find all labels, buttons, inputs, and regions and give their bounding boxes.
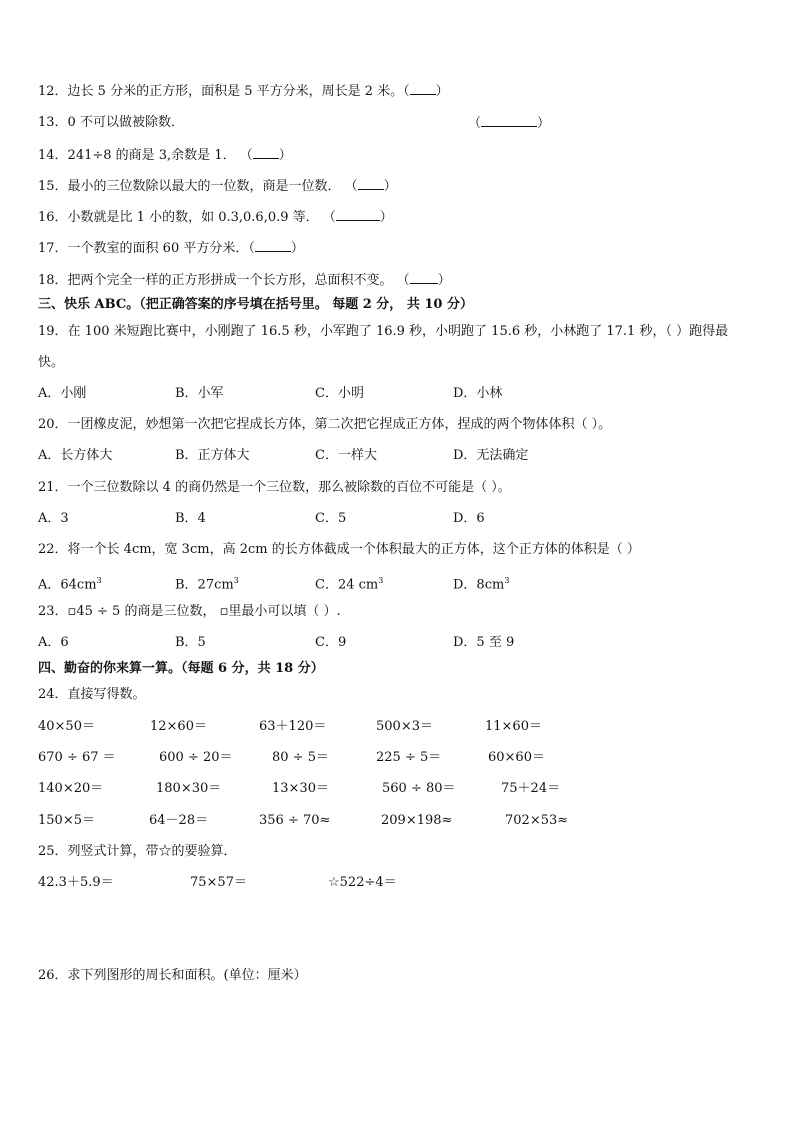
calc-r4-c3: 356 ÷ 70≈ (259, 813, 331, 828)
q22-option-d[interactable] (453, 572, 509, 594)
q23-option-d[interactable]: D．5 至 9 (453, 635, 515, 650)
question-13-answer: （ ） (468, 116, 551, 131)
q23-option-b[interactable]: B．5 (175, 635, 206, 650)
question-14 (38, 146, 292, 165)
question-14-text: 14．241÷8 的商是 3,余数是 1． （ (38, 148, 253, 163)
question-23: 23．▫45 ÷ 5 的商是三位数， ▫里最小可以填（ ）. (38, 604, 341, 619)
calc-r3-c4: 560 ÷ 80＝ (382, 781, 456, 796)
question-25-title: 25．列竖式计算，带☆的要验算． (38, 844, 237, 859)
q23-option-a[interactable]: A．6 (38, 635, 69, 650)
q21-option-c[interactable]: C．5 (315, 511, 347, 526)
calc-r4-c2: 64－28＝ (149, 813, 209, 828)
q22-option-c-sup: 3 (378, 576, 384, 585)
q22-option-c[interactable] (315, 572, 383, 594)
calc-r4-c5: 702×53≈ (505, 813, 569, 828)
q19-option-d[interactable]: D．小林 (453, 386, 503, 401)
calc-r3-c2: 180×30＝ (156, 781, 222, 796)
question-15 (38, 177, 397, 196)
calc-r2-c2: 600 ÷ 20＝ (159, 750, 233, 765)
q23-option-c[interactable]: C．9 (315, 635, 347, 650)
question-17-text: 17．一个教室的面积 60 平方分米．（ (38, 241, 255, 256)
calc-r3-c5: 75＋24＝ (501, 781, 561, 796)
q21-option-d[interactable]: D．6 (453, 511, 485, 526)
q25-item-3: ☆522÷4＝ (328, 875, 397, 890)
question-19-line1: 19．在 100 米短跑比赛中，小刚跑了 16.5 秒，小军跑了 16.9 秒，小明跑了 15.6 秒，小林跑了 17.1 秒，（ ）跑得最 (38, 324, 729, 339)
q25-item-2: 75×57＝ (190, 875, 247, 890)
q22-option-b[interactable] (175, 572, 239, 594)
calc-r1-c4: 500×3＝ (376, 719, 433, 734)
calc-r4-c4: 209×198≈ (381, 813, 453, 828)
calc-r2-c5: 60×60＝ (488, 750, 545, 765)
q22-option-c-text: C．24 cm (315, 577, 379, 593)
question-21: 21．一个三位数除以 4 的商仍然是一个三位数，那么被除数的百位不可能是（ ）。 (38, 480, 511, 495)
calc-r3-c1: 140×20＝ (38, 781, 104, 796)
answer-blank-15[interactable] (358, 177, 384, 190)
question-19-line2: 快。 (38, 355, 65, 370)
calc-r1-c2: 12×60＝ (150, 719, 207, 734)
calc-r1-c1: 40×50＝ (38, 719, 95, 734)
question-15-text: 15．最小的三位数除以最大的一位数，商是一位数． （ (38, 179, 358, 194)
calc-r2-c1: 670 ÷ 67 ＝ (38, 750, 116, 765)
question-12 (38, 82, 449, 101)
q20-option-d[interactable]: D．无法确定 (453, 448, 529, 463)
question-13 (38, 114, 184, 132)
q22-option-a[interactable] (38, 572, 102, 594)
q19-option-b[interactable]: B．小军 (175, 386, 224, 401)
question-12-close: ） (435, 84, 449, 99)
question-18-close: ） (437, 273, 451, 288)
calc-r1-c3: 63＋120＝ (259, 719, 327, 734)
q19-option-a[interactable]: A．小刚 (38, 386, 87, 401)
calc-r1-c5: 11×60＝ (485, 719, 542, 734)
question-15-close: ） (383, 179, 397, 194)
question-26-title: 26．求下列图形的周长和面积。(单位：厘米） (38, 968, 307, 983)
q22-option-a-text: A．64cm (38, 577, 97, 593)
answer-blank-13[interactable] (481, 114, 537, 127)
calc-r2-c3: 80 ÷ 5＝ (272, 750, 329, 765)
calc-r3-c3: 13×30＝ (272, 781, 329, 796)
question-17-close: ） (290, 241, 304, 256)
q20-option-c[interactable]: C．一样大 (315, 448, 377, 463)
q21-option-b[interactable]: B．4 (175, 511, 206, 526)
question-13-text: 13．0 不可以做被除数． (38, 115, 184, 130)
q19-option-c[interactable]: C．小明 (315, 386, 364, 401)
answer-blank-17[interactable] (255, 239, 291, 252)
calc-r4-c1: 150×5＝ (38, 813, 95, 828)
q22-option-b-sup: 3 (233, 576, 239, 585)
q22-option-d-sup: 3 (504, 576, 510, 585)
answer-blank-14[interactable] (253, 146, 279, 159)
question-17 (38, 239, 304, 258)
question-13-close: ） (537, 116, 551, 131)
question-12-text: 12．边长 5 分米的正方形，面积是 5 平方分米，周长是 2 米。（ (38, 84, 410, 99)
question-14-close: ） (278, 148, 292, 163)
q20-option-a[interactable]: A．长方体大 (38, 448, 113, 463)
question-24-title: 24．直接写得数。 (38, 687, 146, 702)
question-16 (38, 208, 393, 227)
q21-option-a[interactable]: A．3 (38, 511, 69, 526)
answer-blank-16[interactable] (336, 208, 380, 221)
question-16-close: ） (379, 210, 393, 225)
question-18-text: 18．把两个完全一样的正方形拼成一个长方形，总面积不变。 （ (38, 273, 410, 288)
q22-option-a-sup: 3 (96, 576, 102, 585)
q20-option-b[interactable]: B．正方体大 (175, 448, 250, 463)
q25-item-1: 42.3＋5.9＝ (38, 875, 114, 890)
q22-option-b-text: B．27cm (175, 577, 234, 593)
answer-blank-12[interactable] (410, 82, 436, 95)
question-20: 20．一团橡皮泥，妙想第一次把它捏成长方体，第二次把它捏成正方体，捏成的两个物体体积（ ）。 (38, 417, 612, 432)
answer-blank-18[interactable] (410, 271, 438, 284)
section-4-heading: 四、勤奋的你来算一算。（每题 6 分，共 18 分） (38, 661, 324, 676)
section-3-heading: 三、快乐 ABC。（把正确答案的序号填在括号里。 每题 2 分， 共 10 分） (38, 297, 473, 312)
question-22: 22．将一个长 4cm，宽 3cm，高 2cm 的长方体截成一个体积最大的正方体，这个正方体的体积是（ ） (38, 542, 640, 557)
question-18 (38, 271, 451, 290)
q22-option-d-text: D．8cm (453, 577, 505, 593)
calc-r2-c4: 225 ÷ 5＝ (376, 750, 442, 765)
question-16-text: 16．小数就是比 1 小的数，如 0.3,0.6,0.9 等． （ (38, 210, 336, 225)
